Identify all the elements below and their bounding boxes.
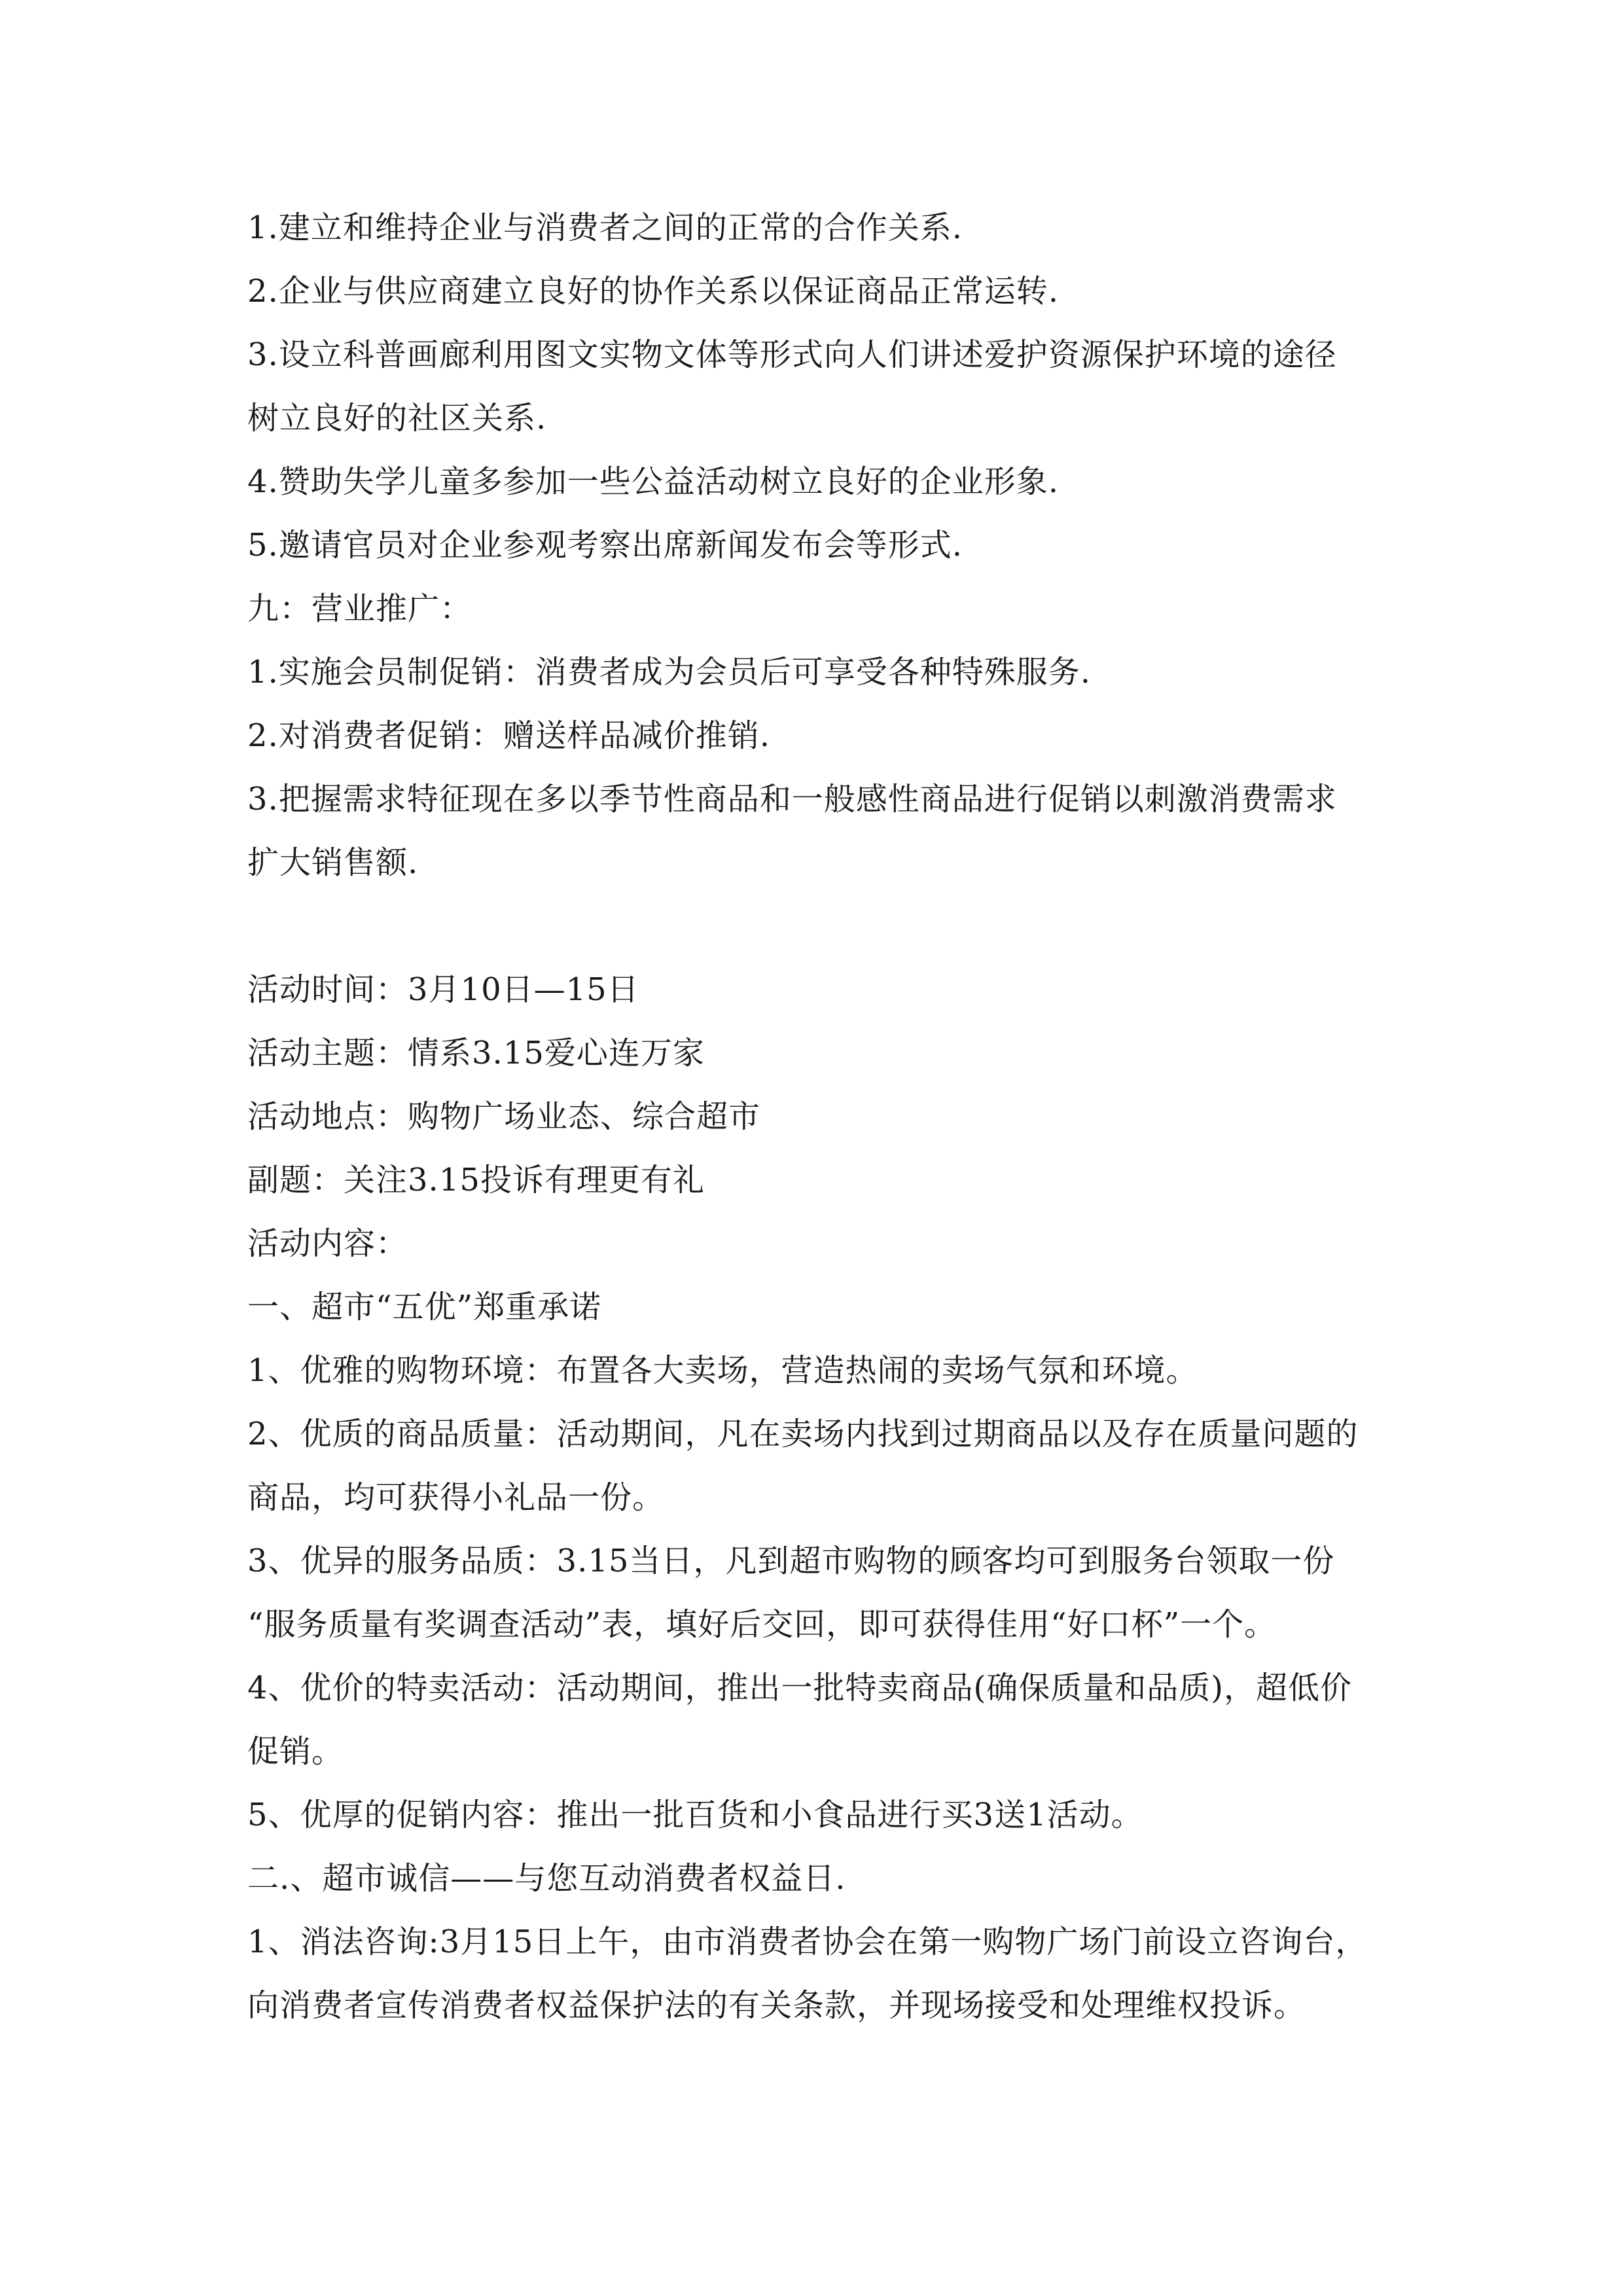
- event-content-heading: 活动内容：: [247, 1225, 408, 1262]
- event-location: 活动地点：购物广场业态、综合超市: [247, 1098, 761, 1135]
- text-line: 5、优厚的促销内容：推出一批百货和小食品进行买3送1活动。: [247, 1797, 1143, 1833]
- text-line: 5.邀请官员对企业参观考察出席新闻发布会等形式.: [247, 527, 963, 564]
- text-line: 1.实施会员制促销：消费者成为会员后可享受各种特殊服务.: [247, 654, 1092, 691]
- event-theme: 活动主题：情系3.15爱心连万家: [247, 1035, 705, 1071]
- paragraph-gap: [247, 895, 1386, 958]
- section-heading: 二.、超市诚信——与您互动消费者权益日.: [247, 1860, 846, 1897]
- text-line: 1.建立和维持企业与消费者之间的正常的合作关系.: [247, 209, 963, 246]
- section-event-plan: [247, 958, 1386, 2037]
- text-line: “服务质量有奖调查活动”表，填好后交回，即可获得佳用“好口杯”一个。: [247, 1606, 1277, 1643]
- event-subtitle: 副题：关注3.15投诉有理更有礼: [247, 1162, 705, 1198]
- text-line: 2、优质的商品质量：活动期间，凡在卖场内找到过期商品以及存在质量问题的: [247, 1416, 1359, 1452]
- text-line: 1、消法咨询:3月15日上午，由市消费者协会在第一购物广场门前设立咨询台，: [247, 1924, 1368, 1960]
- text-line: 3.设立科普画廊利用图文实物文体等形式向人们讲述爱护资源保护环境的途径: [247, 336, 1337, 373]
- section-public-relations: [247, 196, 1386, 895]
- text-line: 3、优异的服务品质：3.15当日，凡到超市购物的顾客均可到服务台领取一份: [247, 1543, 1335, 1579]
- text-line: 2.对消费者促销：赠送样品减价推销.: [247, 717, 771, 754]
- text-line: 4.赞助失学儿童多参加一些公益活动树立良好的企业形象.: [247, 463, 1060, 500]
- text-line: 商品，均可获得小礼品一份。: [247, 1479, 665, 1516]
- text-line: 树立良好的社区关系.: [247, 400, 547, 437]
- text-line: 3.把握需求特征现在多以季节性商品和一般感性商品进行促销以刺激消费需求: [247, 781, 1337, 817]
- section-heading: 九：营业推广：: [247, 590, 473, 627]
- text-line: 扩大销售额.: [247, 844, 419, 881]
- text-line: 2.企业与供应商建立良好的协作关系以保证商品正常运转.: [247, 273, 1060, 310]
- section-heading: 一、超市“五优”郑重承诺: [247, 1289, 602, 1325]
- text-line: 向消费者宣传消费者权益保护法的有关条款，并现场接受和处理维权投诉。: [247, 1987, 1306, 2024]
- event-time: 活动时间：3月10日—15日: [247, 971, 639, 1008]
- text-line: 促销。: [247, 1733, 344, 1770]
- text-line: 1、优雅的购物环境：布置各大卖场，营造热闹的卖场气氛和环境。: [247, 1352, 1198, 1389]
- text-line: 4、优价的特卖活动：活动期间，推出一批特卖商品(确保质量和品质)，超低价: [247, 1670, 1352, 1706]
- document-page: [247, 196, 1386, 2037]
